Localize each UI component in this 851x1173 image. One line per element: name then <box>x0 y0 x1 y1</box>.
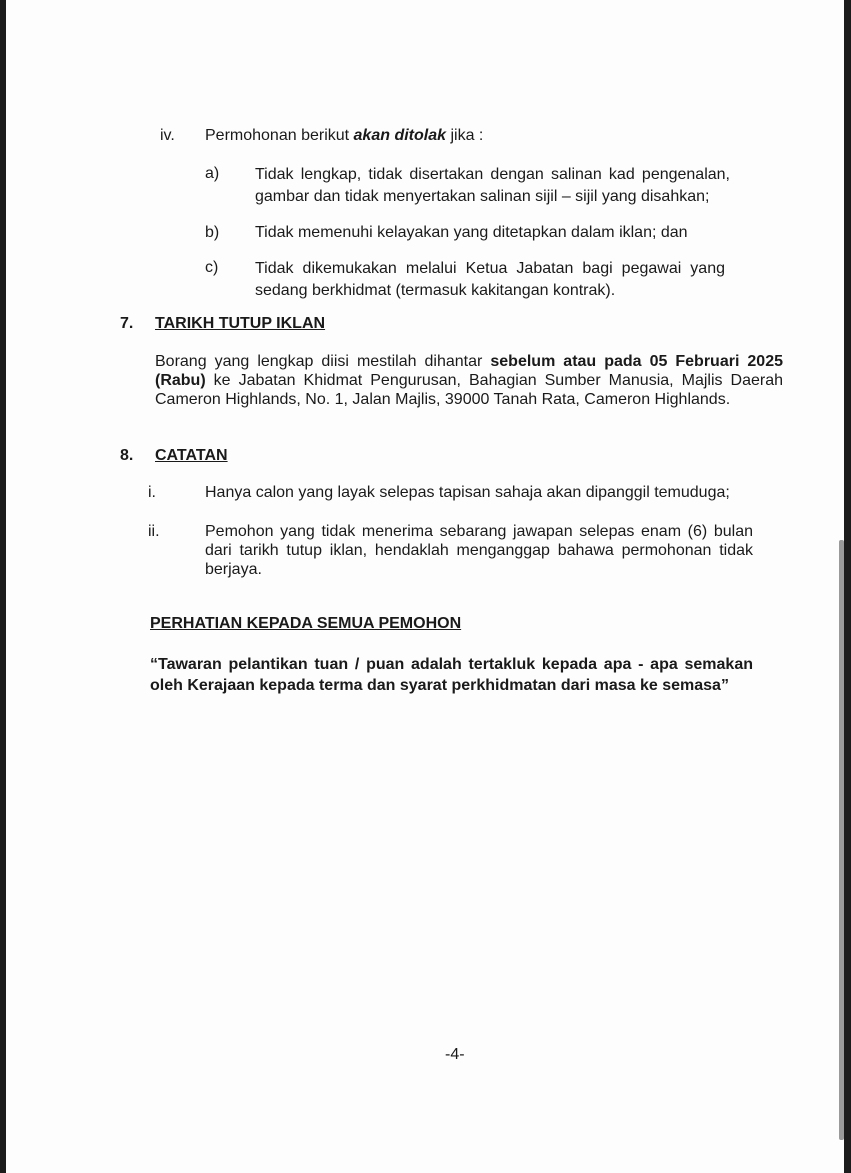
list-item-text: Tidak memenuhi kelayakan yang ditetapkan dalam iklan; dan <box>255 224 688 241</box>
list-marker: iv. <box>160 127 175 144</box>
list-marker: b) <box>205 224 220 241</box>
list-marker: a) <box>205 165 220 182</box>
intro-text-end: jika : <box>446 127 484 144</box>
viewer-left-edge <box>0 0 6 1173</box>
viewer-right-edge <box>844 0 851 1173</box>
paragraph-text: Borang yang lengkap diisi mestilah dihantar <box>155 353 491 370</box>
intro-emphasis: akan ditolak <box>353 127 447 144</box>
deadline-date: sebelum atau pada 05 Februari 2025 (Rabu) <box>155 353 783 389</box>
section-7-paragraph <box>155 352 783 409</box>
paragraph-text-end: ke Jabatan Khidmat Pengurusan, Bahagian Sumber Manusia, Majlis Daerah Cameron Highlands, No. 1, Jalan Majlis, 39000 Tanah Rata, Cameron Highlands. <box>155 372 783 408</box>
section-number: 7. <box>120 315 134 332</box>
page-number: -4- <box>445 1046 465 1063</box>
list-marker: i. <box>148 484 156 501</box>
list-marker: c) <box>205 259 219 276</box>
intro-text: Permohonan berikut <box>205 127 354 144</box>
notice-text: “Tawaran pelantikan tuan / puan adalah tertakluk kepada apa - apa semakan oleh Kerajaan kepada terma dan syarat perkhidmatan dari masa ke semasa” <box>150 656 753 694</box>
section-title: TARIKH TUTUP IKLAN <box>155 315 326 332</box>
section-number: 8. <box>120 447 134 464</box>
section-iv-intro <box>205 126 483 146</box>
list-item-text: Tidak lengkap, tidak disertakan dengan salinan kad pengenalan, gambar dan tidak menyertakan salinan sijil – sijil yang disahkan; <box>255 166 730 205</box>
list-marker: ii. <box>148 523 160 540</box>
section-title: CATATAN <box>155 447 228 464</box>
vertical-scrollbar[interactable] <box>839 540 844 1140</box>
list-item-text: Tidak dikemukakan melalui Ketua Jabatan bagi pegawai yang sedang berkhidmat (termasuk kakitangan kontrak). <box>255 260 725 299</box>
list-item-text: Hanya calon yang layak selepas tapisan sahaja akan dipanggil temuduga; <box>205 484 730 501</box>
list-item-text: Pemohon yang tidak menerima sebarang jawapan selepas enam (6) bulan dari tarikh tutup iklan, hendaklah menganggap bahawa permohonan tidak berjaya. <box>205 523 753 578</box>
notice-title: PERHATIAN KEPADA SEMUA PEMOHON <box>150 615 462 632</box>
